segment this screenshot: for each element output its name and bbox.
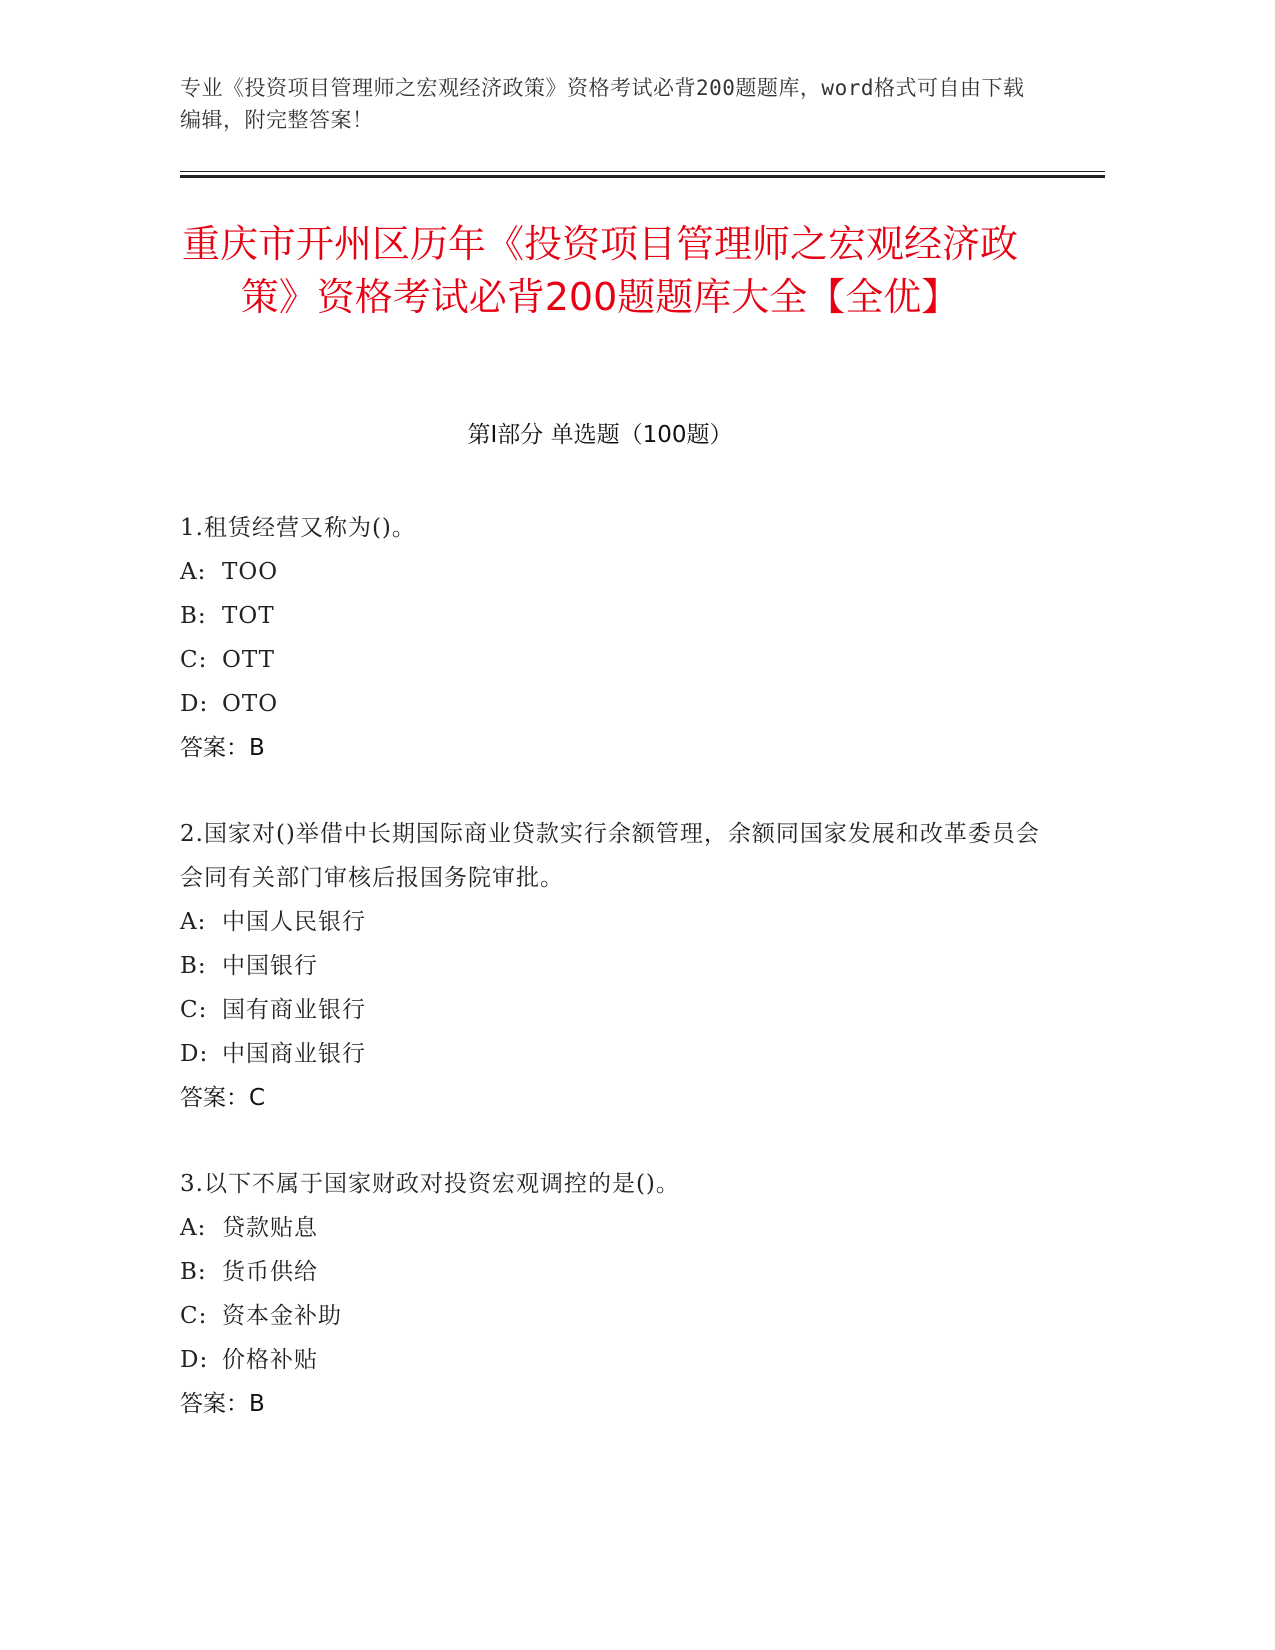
option-key: A: (180, 909, 207, 935)
document-title: 重庆市开州区历年《投资项目管理师之宏观经济政策》资格考试必背200题题库大全【全优】 (181, 222, 1018, 319)
question-list (180, 506, 1040, 1468)
option-c (180, 638, 1040, 682)
option-text: TOT (222, 603, 275, 629)
option-key: C: (180, 997, 208, 1023)
option-key: A: (180, 559, 207, 585)
option-a (180, 1206, 1040, 1250)
option-text: 中国人民银行 (222, 909, 366, 935)
option-key: B: (180, 1259, 207, 1285)
option-a (180, 550, 1040, 594)
section-title: 第Ⅰ部分 单选题（100题） (467, 422, 733, 448)
option-text: 中国商业银行 (222, 1041, 366, 1067)
question-item (180, 812, 1040, 1120)
option-key: C: (180, 647, 208, 673)
option-c (180, 1294, 1040, 1338)
answer-line: 答案：B (180, 735, 265, 761)
question-stem: 1.租赁经营又称为()。 (180, 515, 416, 541)
question-stem: 3.以下不属于国家财政对投资宏观调控的是()。 (180, 1171, 680, 1197)
option-key: D: (180, 1347, 209, 1373)
question-item (180, 506, 1040, 770)
option-text: 货币供给 (222, 1259, 318, 1285)
option-b (180, 1250, 1040, 1294)
header-divider-thick (180, 175, 1105, 178)
option-a (180, 900, 1040, 944)
option-text: 国有商业银行 (222, 997, 366, 1023)
answer-line: 答案：B (180, 1391, 265, 1417)
option-text: 价格补贴 (222, 1347, 318, 1373)
option-key: D: (180, 691, 209, 717)
option-text: OTO (222, 691, 279, 717)
option-key: B: (180, 953, 207, 979)
option-text: OTT (222, 647, 275, 673)
question-item (180, 1162, 1040, 1426)
option-d (180, 1032, 1040, 1076)
option-c (180, 988, 1040, 1032)
option-key: D: (180, 1041, 209, 1067)
option-text: 贷款贴息 (222, 1215, 318, 1241)
option-text: TOO (222, 559, 279, 585)
option-key: C: (180, 1303, 208, 1329)
option-b (180, 944, 1040, 988)
option-key: A: (180, 1215, 207, 1241)
header-note: 专业《投资项目管理师之宏观经济政策》资格考试必背200题题库，word格式可自由下载编辑，附完整答案！ (180, 76, 1025, 132)
option-b (180, 594, 1040, 638)
option-text: 中国银行 (222, 953, 318, 979)
option-d (180, 682, 1040, 726)
option-text: 资本金补助 (222, 1303, 342, 1329)
question-stem: 2.国家对()举借中长期国际商业贷款实行余额管理，余额同国家发展和改革委员会会同有关部门审核后报国务院审批。 (180, 821, 1040, 891)
header-divider-thin (180, 171, 1105, 172)
option-d (180, 1338, 1040, 1382)
answer-line: 答案：C (180, 1085, 266, 1111)
option-key: B: (180, 603, 207, 629)
